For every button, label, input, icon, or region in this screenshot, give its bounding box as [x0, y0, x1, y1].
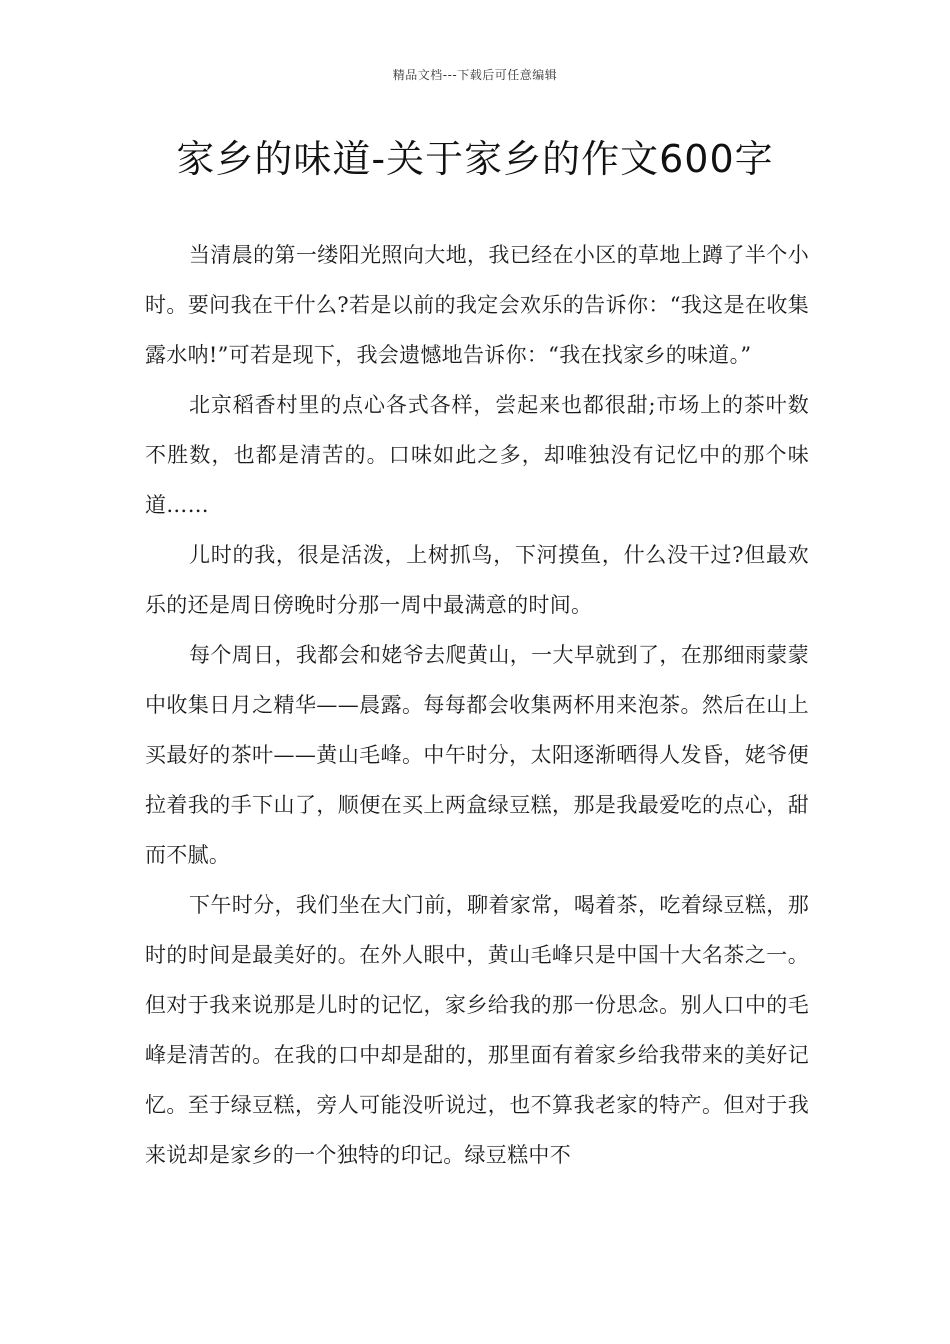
- document-title: 家乡的味道-关于家乡的作文600字: [176, 137, 774, 181]
- paragraph: 每个周日，我都会和姥爷去爬黄山，一大早就到了，在那细雨蒙蒙中收集日月之精华——晨露。每每都会收集两杯用来泡茶。然后在山上买最好的茶叶——黄山毛峰。中午时分，太阳逐渐晒得人发昏，姥爷便拉着我的手下山了，顺便在买上两盒绿豆糕，那是我最爱吃的点心，甜而不腻。: [145, 643, 809, 867]
- paragraph: 儿时的我，很是活泼，上树抓鸟，下河摸鱼，什么没干过?但最欢乐的还是周日傍晚时分那一周中最满意的时间。: [145, 543, 809, 617]
- paragraph: 当清晨的第一缕阳光照向大地，我已经在小区的草地上蹲了半个小时。要问我在干什么?若是以前的我定会欢乐的告诉你：“我这是在收集露水呐!”可若是现下，我会遗憾地告诉你：“我在找家乡的味道。”: [145, 243, 809, 367]
- paragraph: 北京稻香村里的点心各式各样，尝起来也都很甜;市场上的茶叶数不胜数，也都是清苦的。口味如此之多，却唯独没有记忆中的那个味道……: [145, 393, 809, 517]
- paragraph: 下午时分，我们坐在大门前，聊着家常，喝着茶，吃着绿豆糕，那时的时间是最美好的。在外人眼中，黄山毛峰只是中国十大名茶之一。但对于我来说那是儿时的记忆，家乡给我的那一份思念。别人口中的毛峰是清苦的。在我的口中却是甜的，那里面有着家乡给我带来的美好记忆。至于绿豆糕，旁人可能没听说过，也不算我老家的特产。但对于我来说却是家乡的一个独特的印记。绿豆糕中不: [145, 893, 809, 1167]
- document-body: [145, 230, 809, 1180]
- header-note: 精品文档---下载后可任意编辑: [392, 68, 558, 82]
